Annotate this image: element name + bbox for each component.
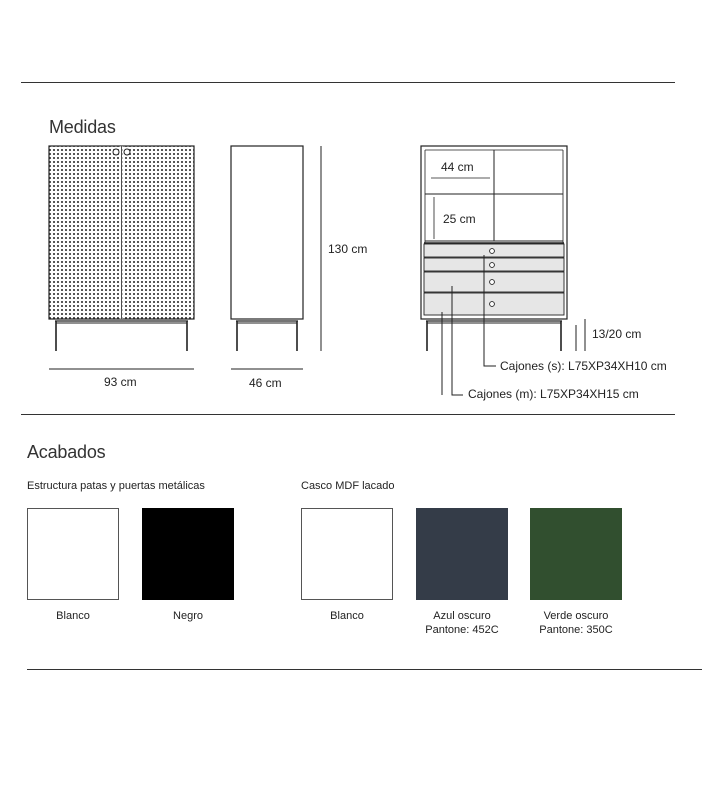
legs-label: 13/20 cm (592, 327, 642, 341)
swatch-mdf-dark-green-pantone: Pantone: 350C (539, 624, 613, 636)
height-label: 130 cm (328, 242, 368, 256)
metal-group-label: Estructura patas y puertas metálicas (27, 480, 205, 492)
drawers-medium-label: Cajones (m): L75XP34XH15 cm (468, 387, 639, 401)
bottom-divider (27, 669, 702, 670)
width-label: 93 cm (104, 375, 137, 389)
mdf-group-label: Casco MDF lacado (301, 480, 395, 492)
front-view (49, 146, 194, 351)
swatch-mdf-dark-green (530, 508, 622, 600)
swatch-mdf-dark-green-label: Verde oscuro (543, 610, 609, 622)
shelf-width-label: 44 cm (441, 160, 474, 174)
swatch-metal-black-label: Negro (173, 610, 203, 622)
swatch-metal-white-label: Blanco (56, 610, 90, 622)
measures-title: Medidas (49, 117, 116, 137)
swatch-mdf-dark-blue-pantone: Pantone: 452C (425, 624, 499, 636)
shelf-height-label: 25 cm (443, 212, 476, 226)
swatch-metal-white (27, 508, 119, 600)
swatch-mdf-dark-blue (416, 508, 508, 600)
swatch-mdf-white (301, 508, 393, 600)
swatch-metal-black (142, 508, 234, 600)
leg-dim-lines (576, 319, 585, 351)
interior-view (421, 146, 567, 351)
side-view (231, 146, 303, 351)
depth-label: 46 cm (249, 376, 282, 390)
swatch-mdf-dark-blue-label: Azul oscuro (433, 610, 491, 622)
drawers-small-label: Cajones (s): L75XP34XH10 cm (500, 359, 667, 373)
finishes-title: Acabados (27, 442, 106, 462)
swatch-mdf-white-label: Blanco (330, 610, 364, 622)
